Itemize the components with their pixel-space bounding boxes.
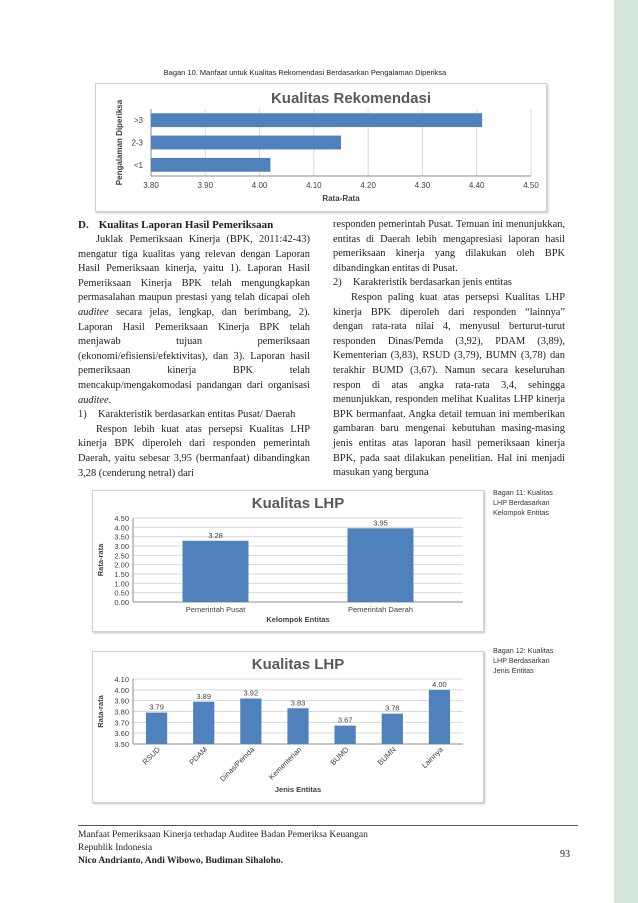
chart-kualitas-rekomendasi <box>95 83 547 212</box>
list-item-1-text: Karakteristik berdasarkan entitas Pusat/ Daerah <box>98 409 296 421</box>
chart-3-y-tick: 3.80 <box>114 707 129 717</box>
chart-3-data-label: 3.78 <box>384 703 400 713</box>
chart-3-data-label: 3.79 <box>149 702 164 712</box>
section-heading <box>78 218 310 233</box>
figure-10-caption: Bagan 10. Manfaat untuk Kualitas Rekomendasi Berdasarkan Pengalaman Diperiksa <box>163 68 447 77</box>
chart-2-bar <box>348 528 414 602</box>
footer-line-2: Republik Indonesia <box>78 843 153 853</box>
chart-2-x-tick: Pemerintah Daerah <box>347 605 414 614</box>
chart-3-y-tick: 3.70 <box>114 718 129 728</box>
chart-kualitas-lhp-jenis <box>92 651 484 803</box>
chart-1-bar <box>151 158 270 172</box>
chart-3-data-label: 3.67 <box>337 715 353 725</box>
left-paragraph-1: Juklak Pemeriksaan Kinerja (BPK, 2011:42-43) mengatur tiga kualitas yang relevan dengan Laporan Hasil Pemeriksaan kinerja, yaitu 1). Laporan Hasil Pemeriksaan Kinerja BPK telah mengungkapkan permasalahan maupun prestasi yang telah dicapai oleh auditee secara jelas, lengkap, dan berimbang, 2). Laporan Hasil Pemeriksaan Kinerja BPK telah menjawab tujuan pemeriksaan (ekonomi/efisiensi/efektivitas), dan 3). Laporan hasil pemeriksaan kinerja BPK telah mencakup/mengakomodasi pandangan dari organisasi auditee. <box>78 234 310 406</box>
chart-2-svg <box>93 491 483 631</box>
chart-1-x-tick: 3.80 <box>143 181 159 190</box>
chart-1-bar <box>151 136 341 150</box>
chart-2-y-tick: 1.50 <box>114 570 129 579</box>
section-heading-title: Kualitas Laporan Hasil Pemeriksaan <box>98 219 274 231</box>
chart-3-bar <box>429 690 450 744</box>
figure-11-caption: Bagan 11: Kualitas LHP Berdasarkan Kelompok Entitas <box>493 488 553 517</box>
chart-kualitas-lhp-kelompok <box>92 490 484 632</box>
chart-3-svg <box>93 652 483 802</box>
footer-line-1: Manfaat Pemeriksaan Kinerja terhadap Auditee Badan Pemeriksa Keuangan <box>78 830 368 840</box>
chart-1-title: Kualitas Rekomendasi <box>270 90 432 107</box>
chart-2-y-tick: 2.50 <box>114 551 129 561</box>
term-auditee: auditee <box>78 306 109 318</box>
chart-2-y-tick: 2.00 <box>114 560 129 570</box>
chart-2-y-tick: 3.00 <box>114 542 129 551</box>
chart-3-y-label: Rata-rata <box>96 695 105 728</box>
chart-1-x-tick: 3.90 <box>197 181 214 190</box>
chart-3-bar <box>287 708 308 744</box>
chart-1-x-tick: 4.50 <box>523 181 539 190</box>
chart-3-bar <box>146 713 167 744</box>
chart-2-data-label: 3.28 <box>208 530 223 540</box>
chart-1-y-tick: 2-3 <box>131 138 143 148</box>
chart-1-y-label: Pengalaman Diperiksa <box>115 99 124 186</box>
chart-1-x-tick: 4.40 <box>468 181 485 190</box>
chart-3-x-tick: RSUD <box>140 745 162 767</box>
chart-2-x-tick: Pemerintah Pusat <box>185 605 246 614</box>
chart-2-data-label: 3.95 <box>373 518 388 528</box>
list-item-2 <box>333 276 565 291</box>
chart-3-bar <box>193 702 214 744</box>
left-paragraph-2: Respon lebih kuat atas persepsi Kualitas LHP kinerja BPK diperoleh dari responden pemerintah Daerah, yaitu sebesar 3,95 (bermanfaat) dibandingkan 3,28 (cenderung netral) dari <box>78 423 310 479</box>
chart-2-y-tick: 0.50 <box>114 588 129 598</box>
list-item-2-number: 2) <box>333 277 342 289</box>
chart-3-data-label: 3.89 <box>196 691 212 701</box>
chart-3-bar <box>382 714 403 744</box>
chart-2-x-label: Kelompok Entitas <box>266 615 330 624</box>
chart-1-y-tick: <1 <box>133 160 143 170</box>
chart-3-y-tick: 3.50 <box>114 740 129 749</box>
chart-3-y-tick: 3.90 <box>114 696 129 706</box>
chart-3-x-tick: BUMD <box>328 745 351 768</box>
chart-3-y-tick: 4.00 <box>114 685 129 695</box>
chart-2-title: Kualitas LHP <box>251 495 345 512</box>
chart-2-y-tick: 4.50 <box>114 514 129 523</box>
footer <box>78 829 498 868</box>
chart-3-data-label: 3.83 <box>290 698 306 708</box>
chart-1-x-tick: 4.20 <box>360 181 376 190</box>
chart-3-x-tick: Kementerian <box>266 745 304 782</box>
chart-2-y-label: Rata-rata <box>96 543 105 577</box>
left-column <box>78 218 310 481</box>
page-edge-stripe <box>614 0 638 903</box>
figure-12-caption: Bagan 12: Kualitas LHP Berdasarkan Jenis Entitas <box>493 646 554 675</box>
chart-2-y-tick: 3.50 <box>114 532 129 542</box>
chart-3-data-label: 4.00 <box>432 679 447 689</box>
chart-1-bar <box>151 113 482 127</box>
chart-3-y-tick: 4.10 <box>114 675 129 684</box>
chart-1-x-label: Rata-Rata <box>322 194 360 203</box>
right-paragraph-2: Respon paling kuat atas persepsi Kualitas LHP kinerja BPK diperoleh dari responden “lainnya” dengan rata-rata nilai 4, menyusul berturut-turut responden Dinas/Pemda (3,92), PDAM (3,89), Kementerian (3,83), RSUD (3,79), BUMN (3,78) dan terakhir BUMD (3,67). Namun secara keseluruhan respon di atas angka rata-rata 3,4, sehingga menunjukkan, responden melihat Kualitas LHP kinerja BPK bermanfaat. Angka detail temuan ini memberikan gambaran baru mengenai kebutuhan masing-masing jenis entitas atas laporan hasil pemeriksaan kinerja BPK, pada saat dilakukan penelitian. Hal ini menjadi masukan yang berguna <box>333 291 565 479</box>
chart-1-y-tick: >3 <box>133 116 143 126</box>
term-auditee: auditee <box>78 394 109 406</box>
list-item-2-text: Karakteristik berdasarkan jenis entitas <box>353 277 512 289</box>
chart-3-y-tick: 3.60 <box>114 729 129 739</box>
chart-3-bar <box>335 726 356 744</box>
chart-1-x-tick: 4.00 <box>251 181 268 190</box>
section-heading-number: D. <box>78 219 89 231</box>
chart-3-x-label: Jenis Entitas <box>274 785 322 794</box>
chart-1-svg <box>96 84 546 211</box>
page-number: 93 <box>560 849 570 860</box>
right-column <box>333 218 565 481</box>
chart-2-y-tick: 0.00 <box>114 598 129 607</box>
chart-3-bar <box>240 699 261 745</box>
chart-3-x-tick: Dinas/Pemda <box>218 745 257 784</box>
chart-3-x-tick: BUMN <box>375 745 398 768</box>
chart-2-y-tick: 4.00 <box>114 523 129 533</box>
chart-3-x-tick: PDAM <box>187 745 210 767</box>
chart-2-y-tick: 1.00 <box>114 579 129 589</box>
chart-3-x-tick: Lainnya <box>419 745 445 770</box>
chart-1-x-tick: 4.10 <box>306 181 322 190</box>
chart-1-x-tick: 4.30 <box>414 181 431 190</box>
chart-2-bar <box>183 541 249 602</box>
list-item-1-number: 1) <box>78 409 87 421</box>
chart-3-data-label: 3.92 <box>243 688 259 698</box>
list-item-1 <box>78 408 310 423</box>
footer-divider <box>78 825 578 826</box>
footer-authors: Nico Andrianto, Andi Wibowo, Budiman Sihaloho. <box>78 856 284 866</box>
right-paragraph-1: responden pemerintah Pusat. Temuan ini menunjukkan, entitas di Daerah lebih mengapresiasi laporan hasil pemeriksaan kinerja yang dilakukan oleh BPK dibandingkan entitas di Pusat. <box>333 219 565 274</box>
chart-3-title: Kualitas LHP <box>251 656 345 673</box>
